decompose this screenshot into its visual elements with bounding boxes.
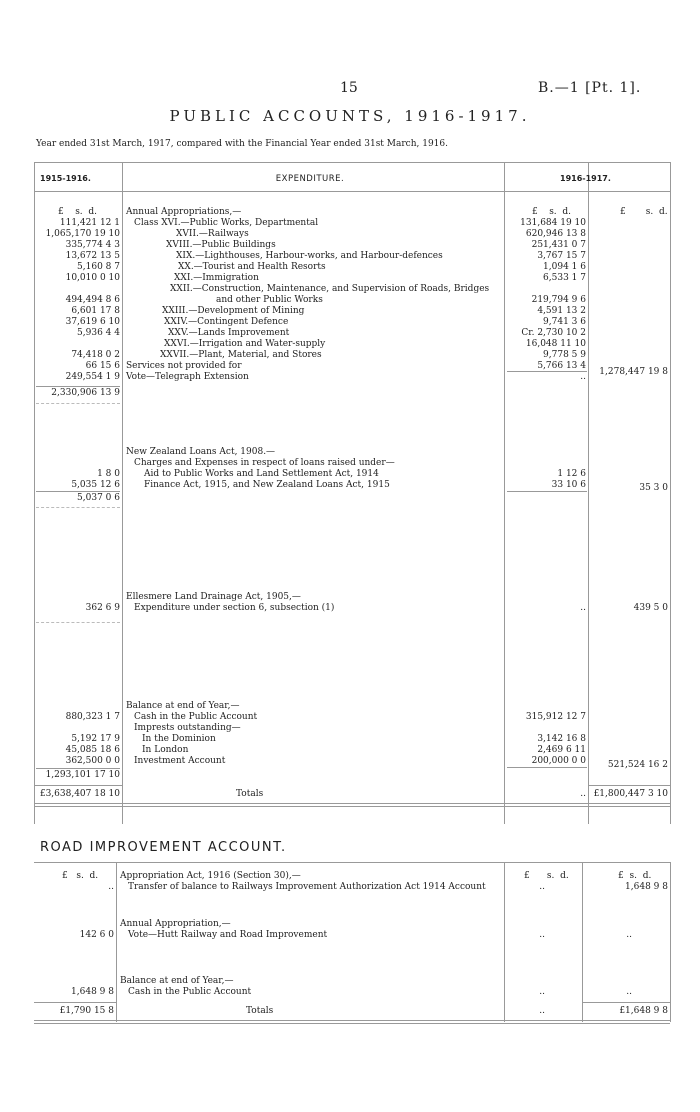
appropriation-label: XIX.—Lighthouses, Harbour-works, and Harbour-defences [176, 251, 443, 261]
totals-double-rule [34, 806, 670, 807]
appropriation-label: and other Public Works [216, 295, 323, 305]
header-prev-year: 1915-1916. [40, 174, 91, 183]
road-section-title: ROAD IMPROVEMENT ACCOUNT. [40, 840, 287, 855]
appropriation-cur-value: 1,094 1 6 [543, 262, 586, 272]
road-total-column-rule [582, 862, 583, 1022]
ellesmere-total: 439 5 0 [633, 603, 668, 613]
cur-currency-header: £ s. d. [532, 207, 572, 217]
appropriation-cur-value: 3,767 15 7 [537, 251, 586, 261]
road-totals-label: Totals [246, 1006, 274, 1016]
grand-total-label: Totals [236, 789, 264, 799]
total-column-rule [588, 162, 589, 824]
balance-subtotal-rule [507, 767, 587, 768]
prev-currency-header: £ s. d. [58, 207, 98, 217]
header-bottom-rule [34, 191, 670, 192]
balance-cur-value: 3,142 16 8 [537, 734, 586, 744]
prev-section-rule [36, 622, 120, 623]
appropriation-prev-value: 10,010 0 10 [65, 273, 120, 283]
page-title: PUBLIC ACCOUNTS, 1916-1917. [169, 107, 531, 125]
appropriation-label: XVIII.—Public Buildings [166, 240, 276, 250]
table-right-rule [670, 162, 671, 824]
road-totals-prev-rule [34, 1002, 116, 1003]
road-prev-currency: £ s. d. [62, 871, 99, 881]
totals-cur-rule [588, 785, 670, 786]
loans-subtotal-rule [507, 491, 587, 492]
appropriation-prev-value: 5,160 8 7 [77, 262, 120, 272]
loans-total: 35 3 0 [639, 483, 668, 493]
appropriation-prev-value: 249,554 1 9 [65, 372, 120, 382]
appropriation-prev-value: 5,936 4 4 [77, 328, 120, 338]
balance-prev-value: 880,323 1 7 [65, 712, 120, 722]
balance-cur-value: 200,000 0 0 [531, 756, 586, 766]
document-reference: B.—1 [Pt. 1]. [538, 80, 642, 96]
balance-prev-value: 45,085 18 6 [65, 745, 120, 755]
appropriation-cur-value: 4,591 13 2 [537, 306, 586, 316]
appropriation-cur-value: 5,766 13 4 [537, 361, 586, 371]
loans-subheading: Charges and Expenses in respect of loans raised under— [134, 458, 395, 468]
appropriation-cur-value: Cr. 2,730 10 2 [521, 328, 586, 338]
prev-subtotal-rule [36, 386, 120, 387]
loans-cur-value: 33 10 6 [551, 480, 586, 490]
road-cash-mid: .. [539, 987, 545, 997]
appropriation-prev-value: 74,418 0 2 [71, 350, 120, 360]
appropriation-cur-value: 219,794 9 6 [531, 295, 586, 305]
loans-heading: New Zealand Loans Act, 1908.— [126, 447, 276, 457]
road-transfer-cur: 1,648 9 8 [625, 882, 668, 892]
road-right-rule [670, 862, 671, 1022]
appropriation-prev-value: 66 15 6 [85, 361, 120, 371]
appropriation-cur-value: 6,533 1 7 [543, 273, 586, 283]
road-vote-label: Vote—Hutt Railway and Road Improvement [128, 930, 328, 940]
ellesmere-cur-value: .. [580, 603, 586, 613]
appropriation-label: XXV.—Lands Improvement [168, 328, 290, 338]
balance-prev-value: 5,192 17 9 [71, 734, 120, 744]
road-cash-label: Cash in the Public Account [128, 987, 252, 997]
road-balance-heading: Balance at end of Year,— [120, 976, 234, 986]
prev-section-rule [36, 507, 120, 508]
road-double-rule [34, 1023, 670, 1024]
balance-label: In the Dominion [142, 734, 216, 744]
balance-heading: Balance at end of Year,— [126, 701, 240, 711]
road-transfer-prev: .. [108, 882, 114, 892]
appropriation-label: XX.—Tourist and Health Resorts [178, 262, 326, 272]
road-vote-cur: .. [626, 930, 632, 940]
appropriation-label: XXVII.—Plant, Material, and Stores [160, 350, 322, 360]
appropriation-cur-value: 9,741 3 6 [543, 317, 586, 327]
road-cash-prev: 1,648 9 8 [71, 987, 114, 997]
appropriation-prev-value: 37,619 6 10 [65, 317, 120, 327]
appropriation-label: XXIII.—Development of Mining [162, 306, 305, 316]
road-totals-cur: £1,648 9 8 [619, 1006, 668, 1016]
road-totals-cur-rule [582, 1002, 670, 1003]
page-subtitle: Year ended 31st March, 1917, compared with the Financial Year ended 31st March, 1916. [36, 139, 448, 149]
road-appropriation-heading: Appropriation Act, 1916 (Section 30),— [120, 871, 301, 881]
road-transfer-mid: .. [539, 882, 545, 892]
appropriation-prev-value: 13,672 13 5 [65, 251, 120, 261]
prev-section-rule [36, 403, 120, 404]
road-transfer-label: Transfer of balance to Railways Improvement Authorization Act 1914 Account [128, 882, 486, 892]
ellesmere-label: Expenditure under section 6, subsection (1) [134, 603, 335, 613]
prev-column-rule [122, 162, 123, 824]
balance-total: 521,524 16 2 [607, 760, 668, 770]
appropriation-cur-value: 251,431 0 7 [531, 240, 586, 250]
balance-prev-total: 1,293,101 17 10 [45, 770, 120, 780]
loans-label: Aid to Public Works and Land Settlement Act, 1914 [144, 469, 379, 479]
loans-prev-subtotal-rule [36, 491, 120, 492]
road-total-currency: £ s. d. [618, 871, 652, 881]
appropriation-label: XXII.—Construction, Maintenance, and Supervision of Roads, Bridges [170, 284, 490, 294]
appropriations-subtotal-rule [507, 371, 587, 372]
road-bottom-rule [34, 1020, 670, 1021]
appropriation-prev-value: 6,601 17 8 [71, 306, 120, 316]
appropriation-cur-value: 9,778 5 9 [543, 350, 586, 360]
appropriations-total: 1,278,447 19 8 [599, 367, 668, 377]
appropriation-cur-value: 16,048 11 10 [525, 339, 586, 349]
appropriation-label: Class XVI.—Public Works, Departmental [134, 218, 319, 228]
balance-label: Imprests outstanding— [134, 723, 241, 733]
grand-total-prev: £3,638,407 18 10 [39, 789, 120, 799]
road-cur-currency: £ s. d. [524, 871, 569, 881]
appropriations-prev-total: 2,330,906 13 9 [51, 388, 120, 398]
balance-label: Cash in the Public Account [134, 712, 258, 722]
totals-bottom-rule [34, 803, 670, 804]
appropriation-label: Vote—Telegraph Extension [126, 372, 249, 382]
appropriation-prev-value: 335,774 4 3 [65, 240, 120, 250]
balance-prev-subtotal-rule [36, 768, 120, 769]
appropriation-label: XXIV.—Contingent Defence [164, 317, 289, 327]
appropriation-label: XVII.—Railways [176, 229, 249, 239]
appropriation-label: Services not provided for [126, 361, 242, 371]
balance-label: In London [142, 745, 189, 755]
loans-prev-value: 1 8 0 [97, 469, 120, 479]
appropriation-cur-value: 131,684 19 10 [520, 218, 586, 228]
cur-column-rule [504, 162, 505, 824]
road-top-rule [34, 862, 670, 863]
ellesmere-prev-value: 362 6 9 [85, 603, 120, 613]
road-cash-cur: .. [626, 987, 632, 997]
header-expenditure: EXPENDITURE. [275, 174, 345, 184]
totals-prev-rule [34, 785, 122, 786]
balance-prev-value: 362,500 0 0 [65, 756, 120, 766]
appropriation-label: XXI.—Immigration [174, 273, 259, 283]
page-number: 15 [340, 80, 358, 96]
header-cur-year: 1916-1917. [560, 174, 611, 183]
grand-total-mid: .. [580, 789, 586, 799]
total-currency-header: £ s. d. [620, 207, 668, 217]
table-top-rule [34, 162, 670, 163]
road-vote-mid: .. [539, 930, 545, 940]
ellesmere-heading: Ellesmere Land Drainage Act, 1905,— [126, 592, 301, 602]
loans-prev-value: 5,035 12 6 [71, 480, 120, 490]
appropriation-prev-value: 111,421 12 1 [59, 218, 120, 228]
loans-prev-total: 5,037 0 6 [77, 493, 120, 503]
loans-cur-value: 1 12 6 [557, 469, 586, 479]
balance-cur-value: 2,469 6 11 [537, 745, 586, 755]
table-left-rule [34, 162, 35, 824]
road-totals-mid: .. [539, 1006, 545, 1016]
appropriation-prev-value: 494,494 8 6 [65, 295, 120, 305]
appropriation-label: XXVI.—Irrigation and Water-supply [164, 339, 326, 349]
appropriation-prev-value: 1,065,170 19 10 [45, 229, 120, 239]
road-totals-prev: £1,790 15 8 [59, 1006, 114, 1016]
road-prev-column-rule [116, 862, 117, 1022]
road-annual-heading: Annual Appropriation,— [120, 919, 231, 929]
loans-label: Finance Act, 1915, and New Zealand Loans Act, 1915 [144, 480, 390, 490]
balance-cur-value: 315,912 12 7 [525, 712, 586, 722]
grand-total-cur: £1,800,447 3 10 [593, 789, 668, 799]
appropriation-cur-value: 620,946 13 8 [525, 229, 586, 239]
road-vote-prev: 142 6 0 [79, 930, 114, 940]
appropriation-cur-value: .. [580, 372, 586, 382]
balance-label: Investment Account [134, 756, 226, 766]
appropriations-heading: Annual Appropriations,— [126, 207, 242, 217]
